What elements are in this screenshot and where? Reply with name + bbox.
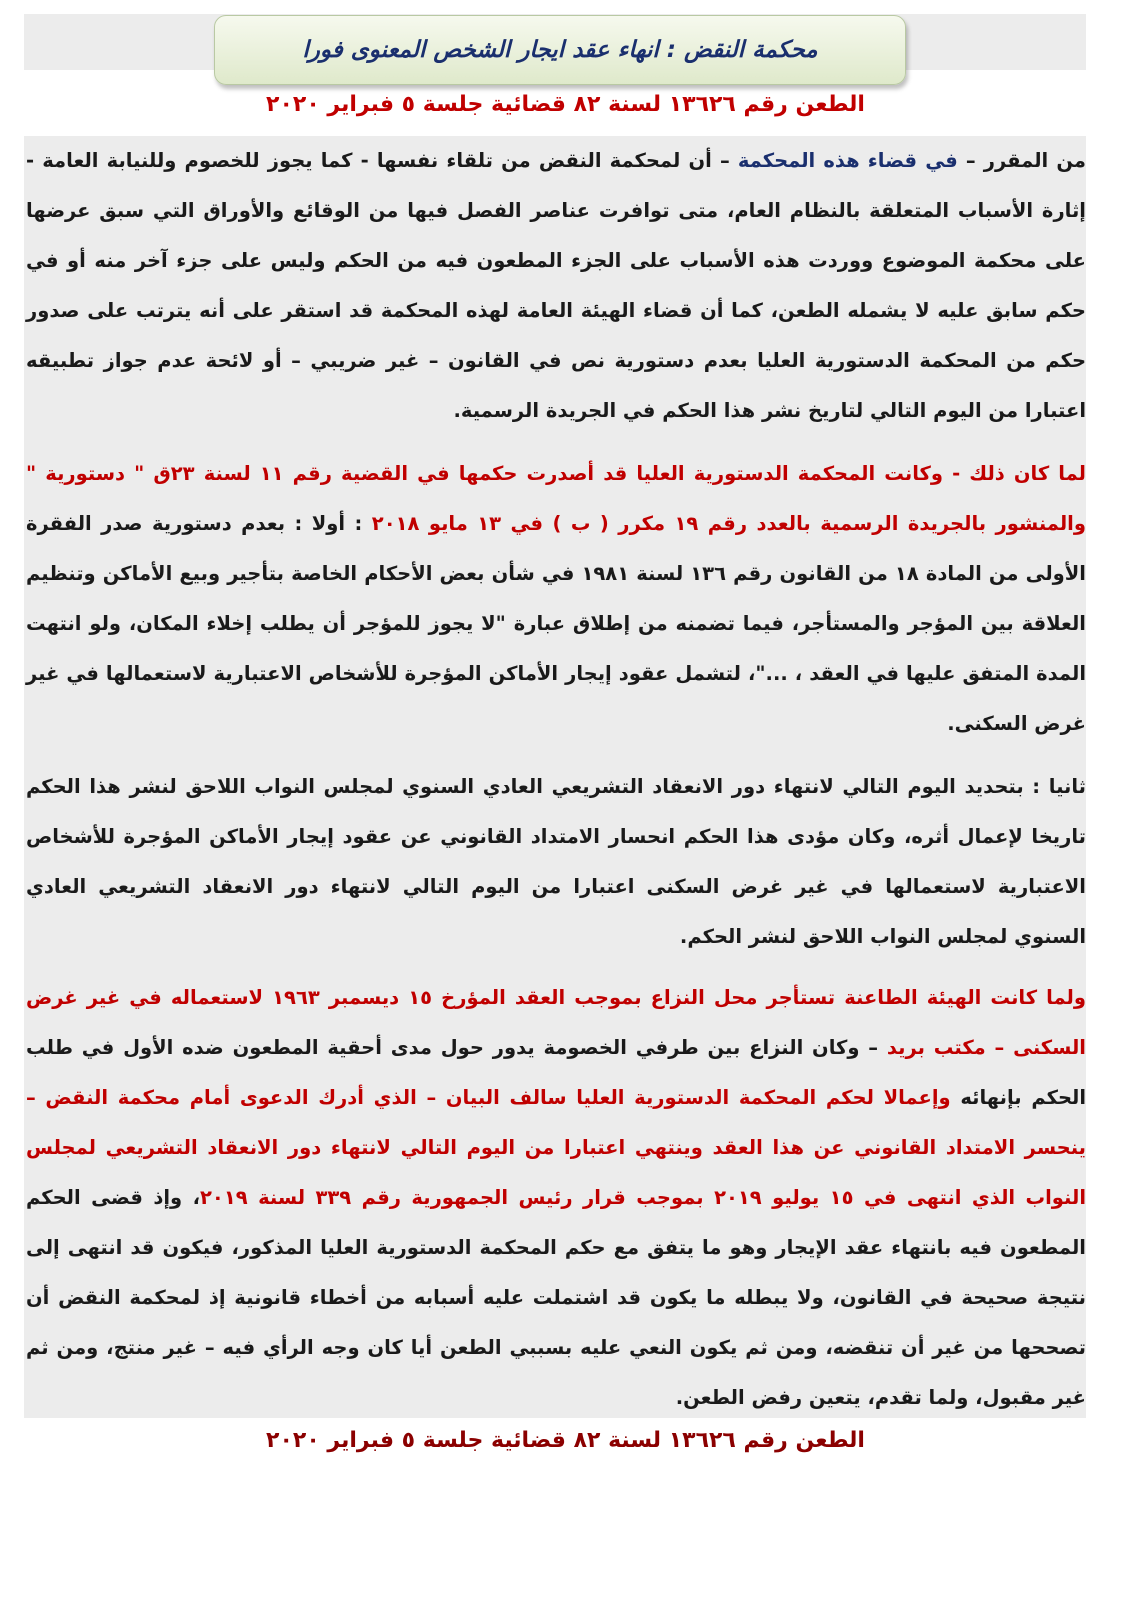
- paragraph-text: – أن لمحكمة النقض من تلقاء نفسها - كما يجوز للخصوم وللنيابة العامة - إثارة الأسباب المتعلقة بالنظام العام، متى توافرت عناصر الفصل فيها من الوقائع والأوراق التي سبق عرضها على محكمة الموضوع ووردت هذه الأسباب على الجزء المطعون فيه من الحكم وليس على جزء آخر منه أو في حكم سابق عليه لا يشمله الطعن، كما أن قضاء الهيئة العامة لهذه المحكمة قد استقر على أنه يترتب على صدور حكم من المحكمة الدستورية العليا بعدم دستورية نص في القانون – غير ضريبي – أو لائحة عدم جواز تطبيقه اعتبارا من اليوم التالي لتاريخ نشر هذا الحكم في الجريدة الرسمية.: [26, 149, 1086, 422]
- paragraph-legal-principle: [26, 136, 1086, 436]
- paragraph-emphasis-1: ولما كانت الهيئة الطاعنة تستأجر محل النزاع بموجب العقد المؤرخ ١٥ ديسمبر ١٩٦٣ لاستعماله في غير غرض السكنى – مكتب بريد: [26, 986, 1086, 1059]
- paragraph-text-1: – وكان النزاع بين طرفي الخصومة يدور حول مدى أحقية المطعون ضده الأول في طلب الحكم بإنهائه: [26, 1036, 1087, 1109]
- case-reference-bottom: الطعن رقم ١٣٦٢٦ لسنة ٨٢ قضائية جلسة ٥ فبراير ٢٠٢٠: [266, 1428, 865, 1453]
- case-reference-top: الطعن رقم ١٣٦٢٦ لسنة ٨٢ قضائية جلسة ٥ فبراير ٢٠٢٠: [266, 92, 865, 117]
- title-banner: [214, 15, 906, 85]
- paragraph-case-application: [26, 973, 1086, 1423]
- paragraph-text-2: ، وإذ قضى الحكم المطعون فيه بانتهاء عقد الإيجار وهو ما يتفق مع حكم المحكمة الدستورية العليا المذكور، فيكون قد انتهى إلى نتيجة صحيحة في القانون، ولا يبطله ما يكون قد اشتملت عليه أسبابه من أخطاء قانونية إذ لمحكمة النقض أن تصححها من غير أن تنقضه، ومن ثم يكون النعي عليه بسببي الطعن أيا كان وجه الرأي فيه – غير منتج، ومن ثم غير مقبول، ولما تقدم، يتعين رفض الطعن.: [26, 1186, 1086, 1409]
- paragraph-constitutional-ruling: [26, 449, 1086, 749]
- paragraph-emphasis-2: وإعمالا لحكم المحكمة الدستورية العليا سالف البيان – الذي أدرك الدعوى أمام محكمة النقض – ينحسر الامتداد القانوني عن هذا العقد وينتهي اعتبارا من اليوم التالي لانتهاء دور الانعقاد التشريعي لمجلس النواب الذي انتهى في ١٥ يوليو ٢٠١٩ بموجب قرار رئيس الجمهورية رقم ٣٣٩ لسنة ٢٠١٩: [26, 1086, 1087, 1209]
- paragraph-second-ruling: [26, 762, 1086, 962]
- paragraph-lead: من المقرر –: [957, 149, 1086, 172]
- page-title: محكمة النقض : انهاء عقد ايجار الشخص المعنوى فورا: [302, 37, 818, 63]
- paragraph-text: ثانيا : بتحديد اليوم التالي لانتهاء دور الانعقاد التشريعي العادي السنوي لمجلس النواب اللاحق لنشر هذا الحكم تاريخا لإعمال أثره، وكان مؤدى هذا الحكم انحسار الامتداد القانوني عن عقود إيجار الأماكن المؤجرة للأشخاص الاعتبارية لاستعمالها في غير غرض السكنى اعتبارا من اليوم التالي لانتهاء دور الانعقاد التشريعي العادي السنوي لمجلس النواب اللاحق لنشر الحكم.: [26, 775, 1086, 948]
- paragraph-text: : أولا : بعدم دستورية صدر الفقرة الأولى من المادة ١٨ من القانون رقم ١٣٦ لسنة ١٩٨١ في شأن بعض الأحكام الخاصة بتأجير وبيع الأماكن وتنظيم العلاقة بين المؤجر والمستأجر، فيما تضمنه من إطلاق عبارة "لا يجوز للمؤجر أن يطلب إخلاء المكان، ولو انتهت المدة المتفق عليها في العقد ، ..."، لتشمل عقود إيجار الأماكن المؤجرة للأشخاص الاعتبارية لاستعمالها في غير غرض السكنى.: [26, 512, 1086, 735]
- paragraph-emphasis: في قضاء هذه المحكمة: [737, 149, 958, 172]
- paragraph-emphasis: لما كان ذلك - وكانت المحكمة الدستورية العليا قد أصدرت حكمها في القضية رقم ١١ لسنة ٢٣ق " دستورية " والمنشور بالجريدة الرسمية بالعدد رقم ١٩ مكرر ( ب ) في ١٣ مايو ٢٠١٨: [26, 462, 1086, 535]
